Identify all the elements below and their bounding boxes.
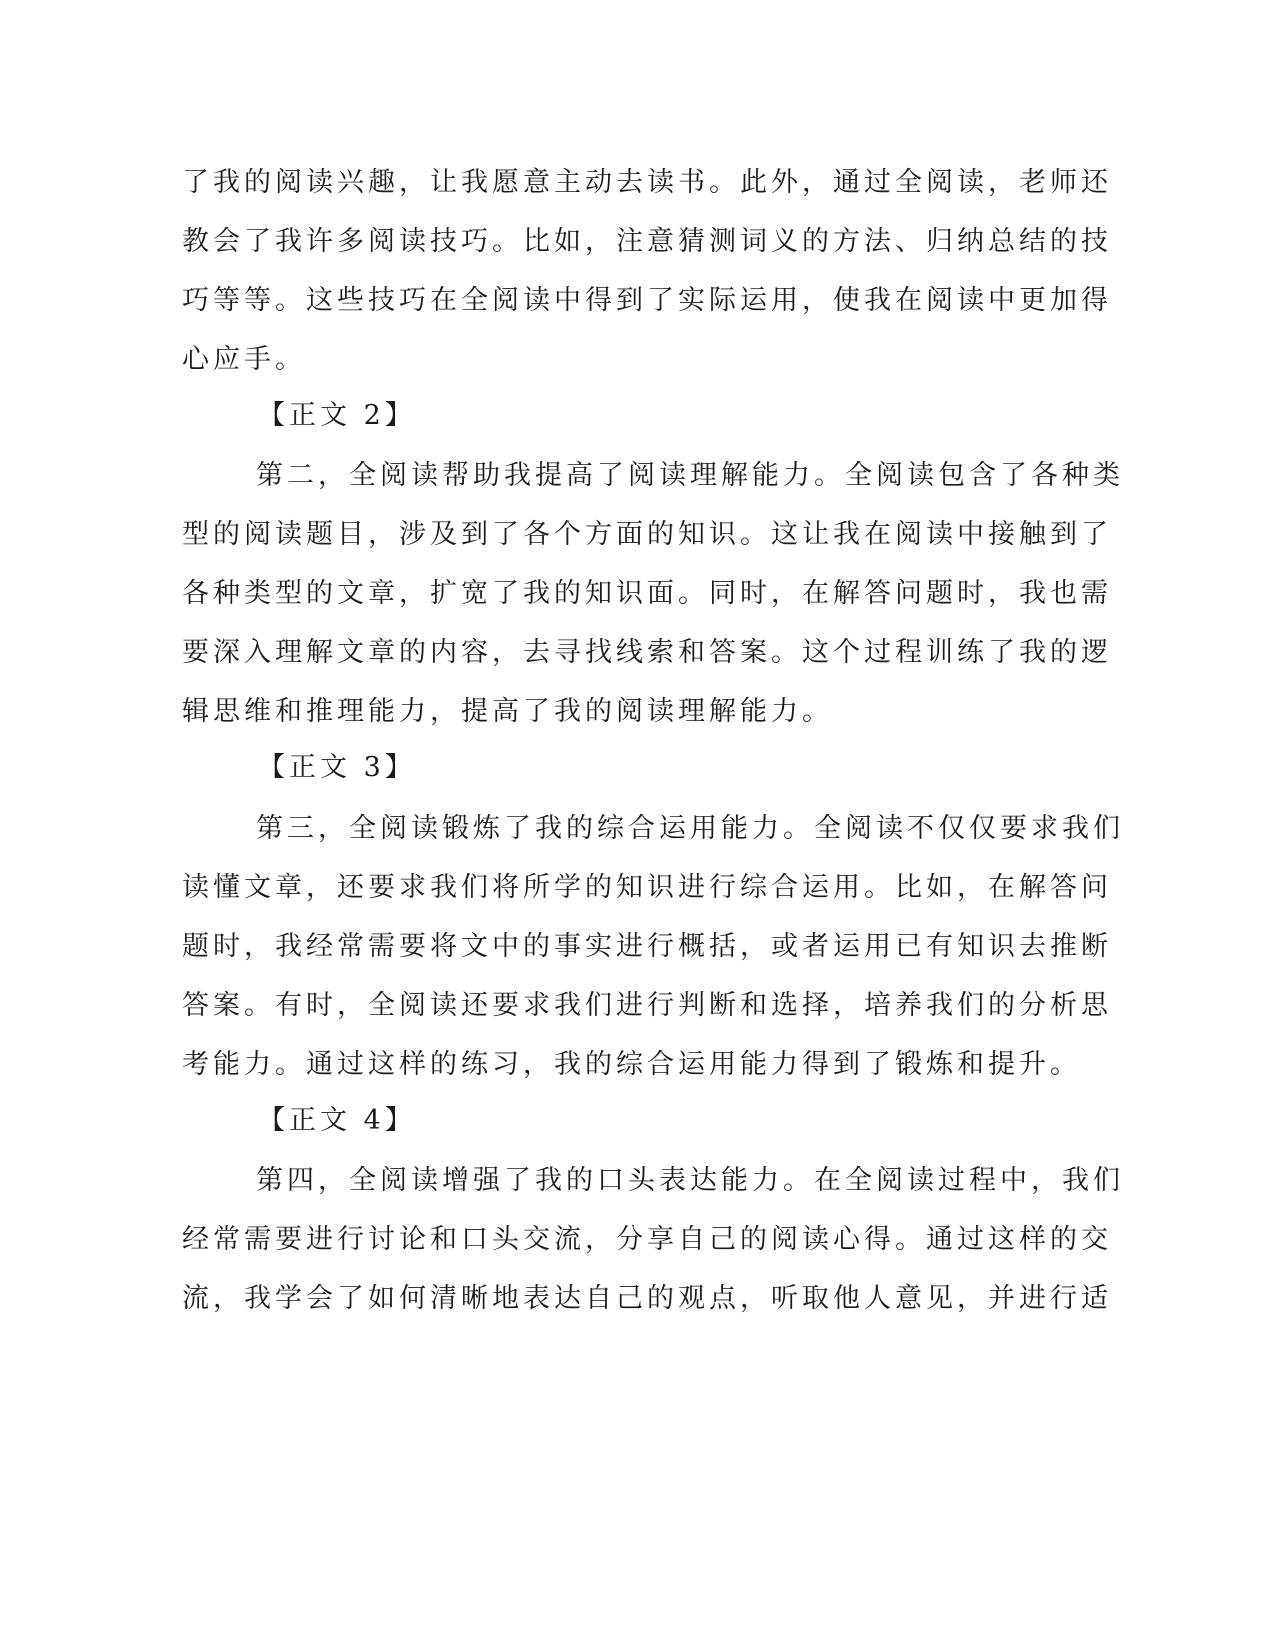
section-heading-4: 【正文 4】 — [258, 1105, 416, 1136]
paragraph-3 — [182, 799, 1124, 1094]
paragraph-line: 经常需要进行讨论和口头交流，分享自己的阅读心得。通过这样的交 — [182, 1224, 1112, 1255]
paragraph-line: 巧等等。这些技巧在全阅读中得到了实际运用，使我在阅读中更加得 — [182, 285, 1112, 316]
paragraph-line: 辑思维和推理能力，提高了我的阅读理解能力。 — [182, 696, 833, 727]
paragraph-line: 第四，全阅读增强了我的口头表达能力。在全阅读过程中，我们 — [256, 1165, 1124, 1196]
section-heading-3: 【正文 3】 — [258, 752, 416, 783]
paragraph-1 — [182, 153, 1112, 389]
paragraph-2 — [182, 446, 1124, 741]
paragraph-line: 第三，全阅读锻炼了我的综合运用能力。全阅读不仅仅要求我们 — [256, 813, 1124, 844]
paragraph-line: 读懂文章，还要求我们将所学的知识进行综合运用。比如，在解答问 — [182, 872, 1112, 903]
paragraph-line: 了我的阅读兴趣，让我愿意主动去读书。此外，通过全阅读，老师还 — [182, 167, 1112, 198]
paragraph-line: 各种类型的文章，扩宽了我的知识面。同时，在解答问题时，我也需 — [182, 578, 1112, 609]
paragraph-line: 题时，我经常需要将文中的事实进行概括，或者运用已有知识去推断 — [182, 931, 1112, 962]
paragraph-line: 教会了我许多阅读技巧。比如，注意猜测词义的方法、归纳总结的技 — [182, 226, 1112, 257]
paragraph-line: 心应手。 — [182, 344, 306, 375]
paragraph-line: 型的阅读题目，涉及到了各个方面的知识。这让我在阅读中接触到了 — [182, 519, 1112, 550]
paragraph-line: 答案。有时，全阅读还要求我们进行判断和选择，培养我们的分析思 — [182, 990, 1112, 1021]
paragraph-line: 第二，全阅读帮助我提高了阅读理解能力。全阅读包含了各种类 — [256, 460, 1124, 491]
paragraph-line: 要深入理解文章的内容，去寻找线索和答案。这个过程训练了我的逻 — [182, 637, 1112, 668]
section-heading-2: 【正文 2】 — [258, 400, 416, 431]
paragraph-4 — [182, 1151, 1124, 1328]
paragraph-line: 流，我学会了如何清晰地表达自己的观点，听取他人意见，并进行适 — [182, 1283, 1112, 1314]
paragraph-line: 考能力。通过这样的练习，我的综合运用能力得到了锻炼和提升。 — [182, 1049, 1081, 1080]
